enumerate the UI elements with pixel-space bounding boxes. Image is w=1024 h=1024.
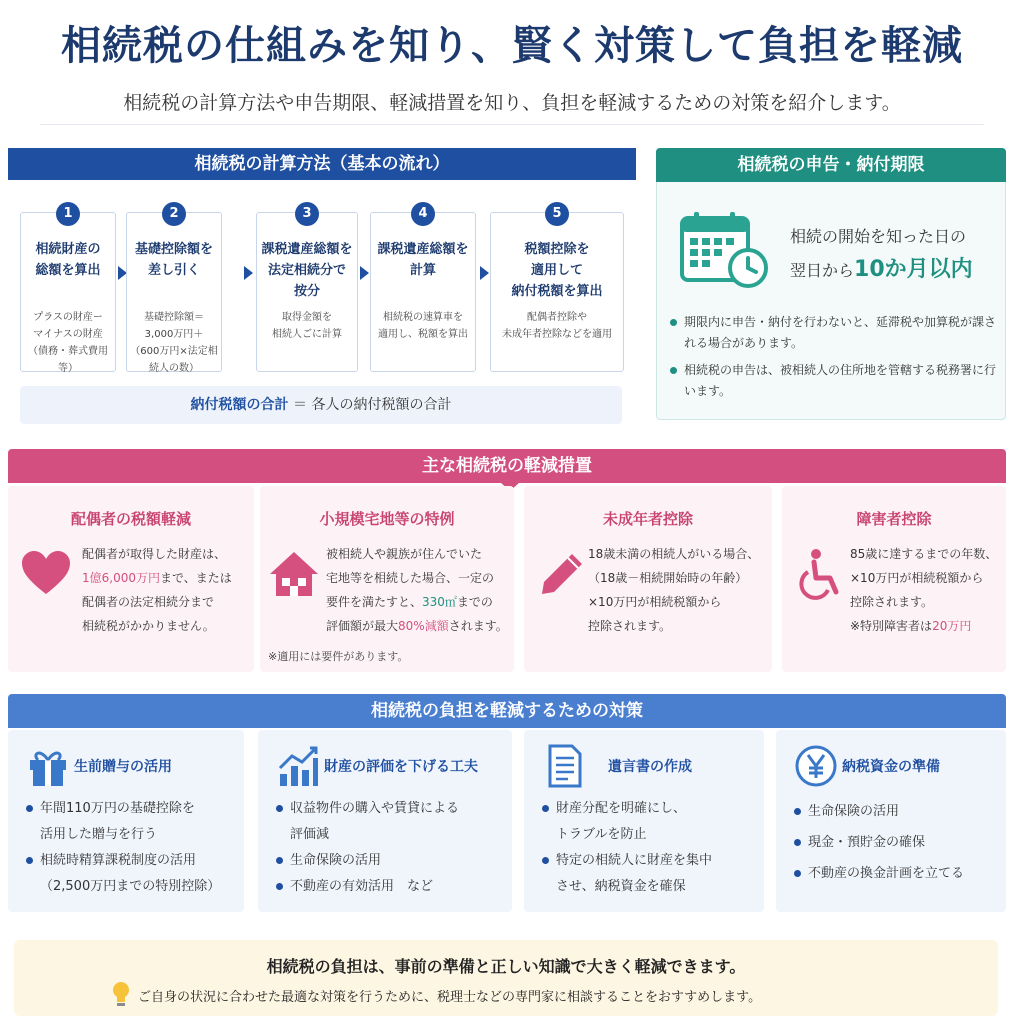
relief-text: [850, 542, 1000, 638]
text-line: （18歳－相続開始時の年齢）: [588, 571, 748, 585]
bullet-icon: [670, 319, 677, 326]
item-text: 特定の相続人に財産を集中 させ、納税資金を確保: [556, 853, 713, 894]
measure-title: 生前贈与の活用: [74, 759, 172, 775]
calc-section-heading: 相続税の計算方法（基本の流れ）: [8, 148, 636, 180]
list-item: [276, 848, 506, 874]
document-icon: [542, 744, 586, 788]
list-item: [794, 827, 1000, 858]
list-item: [26, 848, 238, 900]
step-number: 2: [162, 202, 186, 226]
page-title: 相続税の仕組みを知り、賢く対策して負担を軽減: [61, 23, 963, 69]
divider: [40, 124, 984, 125]
text-line: [850, 614, 1000, 638]
deadline-note: [670, 360, 996, 402]
total-label: 納付税額の合計: [190, 397, 289, 413]
relief-text: [326, 542, 508, 638]
step-arrow-icon: [480, 266, 489, 280]
relief-title: 小規模宅地等の特例: [319, 510, 455, 528]
deadline-line-2: [790, 252, 973, 283]
step-card: [126, 206, 222, 374]
wheelchair-icon: [794, 548, 846, 600]
heart-icon: [20, 548, 72, 600]
relief-card-small-land: [260, 486, 514, 672]
highlight-rate: 80%減額: [398, 619, 449, 633]
text-line: 配偶者が取得した財産は、: [82, 547, 227, 561]
item-text: 不動産の有効活用 など: [290, 879, 434, 894]
item-text: 収益物件の購入や賃貸による 評価減: [290, 801, 460, 842]
item-text: 生命保険の活用: [808, 804, 900, 819]
step-description: 配偶者控除や 未成年者控除などを適用: [502, 312, 612, 340]
text-part: まで、または: [160, 571, 232, 585]
measure-card-valuation: [258, 730, 512, 912]
relief-card-disability: [782, 486, 1006, 672]
step-description: 相続税の速算車を 適用し、税額を算出: [378, 312, 468, 340]
relief-footnote: ※適用には要件があります。: [268, 650, 409, 663]
bullet-icon: [26, 857, 33, 864]
bullet-icon: [794, 870, 801, 877]
item-text: 生命保険の活用: [290, 853, 382, 868]
step-description: 基礎控除額＝ 3,000万円＋ （600万円×法定相続人の数）: [130, 312, 218, 374]
list-item: [542, 796, 758, 848]
item-text: 不動産の換金計画を立てる: [808, 866, 965, 881]
page-subtitle: 相続税の計算方法や申告期限、軽減措置を知り、負担を軽減するための対策を紹介します。: [123, 92, 901, 114]
conclusion-advice: ご自身の状況に合わせた最適な対策を行うために、税理士などの専門家に相談することをおすすめします。: [138, 990, 762, 1005]
relief-text: [588, 542, 766, 638]
note-text: 期限内に申告・納付を行わないと、延滞税や加算税が課される場合があります。: [684, 315, 997, 350]
highlight-area: 330㎡: [422, 595, 457, 609]
bar-chart-icon: [276, 744, 320, 788]
measure-title: 財産の評価を下げる工夫: [324, 759, 478, 775]
step-description: 取得金額を 相続人ごに計算: [272, 312, 342, 340]
measure-list: [794, 796, 1000, 889]
step-title: 税額控除を 適用して 納付税額を算出: [511, 242, 603, 299]
bullet-icon: [26, 805, 33, 812]
bullet-icon: [276, 883, 283, 890]
text-line: 85歳に達するまでの年数、: [850, 547, 998, 561]
conclusion-banner: [14, 940, 998, 1016]
step-card: [490, 206, 624, 372]
highlight-amount: 20万円: [932, 619, 972, 633]
step-title: 相続財産の 総額を算出: [35, 242, 101, 278]
step-title: 課税遺産総額を 計算: [377, 242, 469, 278]
list-item: [794, 858, 1000, 889]
list-item: [276, 796, 506, 848]
total-value: 各人の納付税額の合計: [311, 397, 452, 413]
step-number: 1: [56, 202, 80, 226]
item-text: 年間110万円の基礎控除を 活用した贈与を行う: [40, 801, 195, 842]
text-line: [326, 614, 508, 638]
bullet-icon: [794, 808, 801, 815]
item-text: 財産分配を明確にし、 トラブルを防止: [556, 801, 687, 842]
list-item: [276, 874, 506, 900]
text-line: [326, 590, 508, 614]
measure-card-gift: [8, 730, 244, 912]
gift-icon: [26, 744, 70, 788]
measures-section-heading: 相続税の負担を軽減するための対策: [8, 694, 1006, 728]
relief-section-heading: 主な相続税の軽減措置: [8, 449, 1006, 483]
lightbulb-icon: [110, 980, 132, 1008]
bullet-icon: [670, 367, 677, 374]
text-line: ×10万円が相続税額から: [588, 595, 722, 609]
deadline-heading: 相続税の申告・納付期限: [656, 148, 1006, 182]
bullet-icon: [276, 857, 283, 864]
house-icon: [268, 548, 320, 600]
text-part: されます。: [448, 619, 508, 633]
deadline-period: 10か月以内: [854, 257, 973, 282]
list-item: [542, 848, 758, 900]
text-line: [82, 566, 248, 590]
note-text: 相続税の申告は、被相続人の住所地を管轄する税務署に行います。: [684, 363, 997, 398]
measure-title: 納税資金の準備: [842, 759, 940, 775]
measure-card-will: [524, 730, 764, 912]
step-card: [20, 206, 116, 374]
bullet-icon: [542, 857, 549, 864]
pencil-icon: [536, 548, 588, 600]
relief-text: [82, 542, 248, 638]
total-tax-formula: [20, 386, 622, 424]
step-card: [370, 206, 476, 372]
text-line: 控除されます。: [588, 619, 672, 633]
text-line: 被相続人や親族が住んでいた: [326, 547, 483, 561]
relief-card-spouse: [8, 486, 254, 672]
yen-icon: [794, 744, 838, 788]
text-line: 控除されます。: [850, 595, 934, 609]
calc-steps: [20, 200, 624, 376]
item-text: 現金・預貯金の確保: [808, 835, 926, 850]
relief-title: 未成年者控除: [602, 510, 693, 528]
step-arrow-icon: [360, 266, 369, 280]
measure-list: [542, 796, 758, 900]
highlight-amount: 1億6,000万円: [82, 571, 160, 585]
text-line: 宅地等を相続した場合、一定の: [326, 571, 495, 585]
step-number: 4: [411, 202, 435, 226]
step-title: 基礎控除額を 差し引く: [134, 242, 213, 278]
list-item: [794, 796, 1000, 827]
bullet-icon: [794, 839, 801, 846]
bullet-icon: [276, 805, 283, 812]
text-part: ※特別障害者は: [850, 619, 933, 633]
measure-list: [276, 796, 506, 900]
step-number: 3: [295, 202, 319, 226]
step-card: [256, 206, 358, 372]
deadline-line-1: 相続の開始を知った日の: [790, 227, 967, 246]
bullet-icon: [542, 805, 549, 812]
conclusion-headline: 相続税の負担は、事前の準備と正しい知識で大きく軽減できます。: [266, 957, 746, 976]
measure-list: [26, 796, 238, 900]
deadline-note: [670, 312, 996, 354]
list-item: [26, 796, 238, 848]
step-number: 5: [545, 202, 569, 226]
text-part: 評価額が最大: [326, 619, 399, 633]
text-line: 18歳未満の相続人がいる場合、: [588, 547, 760, 561]
measure-title: 遺言書の作成: [608, 759, 692, 775]
item-text: 相続時精算課税制度の活用 （2,500万円までの特別控除）: [40, 853, 221, 894]
relief-title: 配偶者の税額軽減: [70, 510, 191, 528]
calendar-clock-icon: [680, 210, 770, 290]
text-line: 相続税がかかりません。: [82, 619, 215, 633]
step-arrow-icon: [244, 266, 253, 280]
text-line: ×10万円が相続税額から: [850, 571, 984, 585]
step-title: 課税遺産総額を 法定相続分で 按分: [261, 242, 353, 299]
measure-card-funds: [776, 730, 1006, 912]
text-line: 配偶者の法定相続分まで: [82, 595, 215, 609]
text-part: 要件を満たすと、: [326, 595, 423, 609]
text-part: までの: [456, 595, 493, 609]
deadline-prefix: 翌日から: [790, 261, 855, 280]
step-description: プラスの財産ー マイナスの財産 （債務・葬式費用等）: [28, 312, 108, 374]
relief-title: 障害者控除: [856, 510, 932, 528]
relief-card-minor: [524, 486, 772, 672]
equals-sign: ＝: [293, 397, 307, 413]
